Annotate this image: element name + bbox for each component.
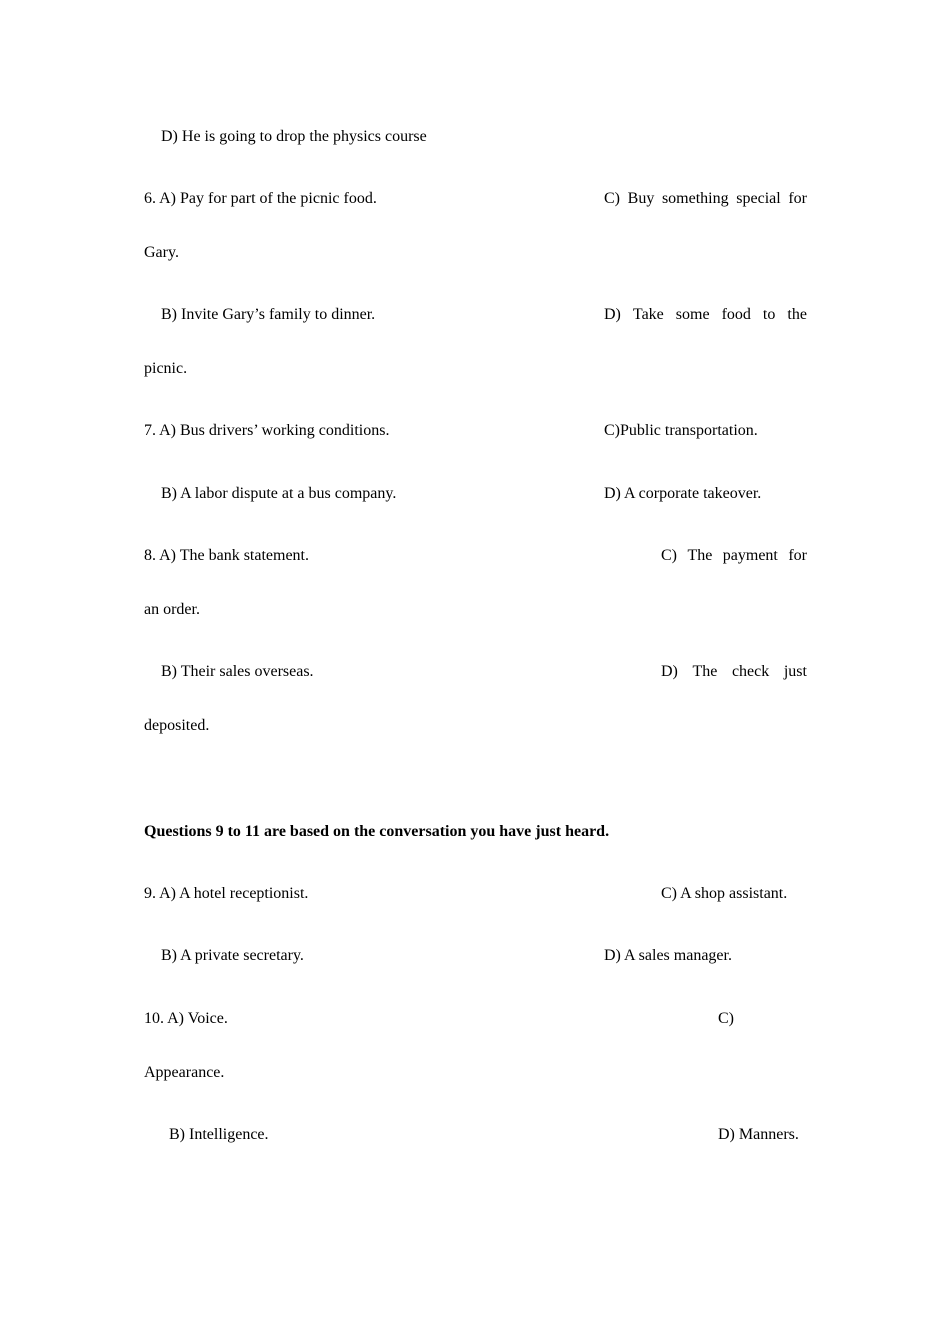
q7-option-a: 7. A) Bus drivers’ working conditions. [144, 422, 390, 439]
q6-option-d-word: Take [632, 306, 664, 323]
q6-option-c [604, 189, 807, 209]
q8-option-d-word: check [731, 663, 770, 680]
q6-option-c-word: something [661, 190, 729, 207]
q7-option-c: C)Public transportation. [604, 422, 758, 439]
q8-option-a: 8. A) The bank statement. [144, 547, 309, 564]
q6-option-c-word: for [788, 190, 807, 207]
q5-option-d: D) He is going to drop the physics course [161, 128, 427, 145]
q8-option-c-word: payment [722, 547, 778, 564]
q6-option-c-word: Buy [627, 190, 655, 207]
q8-option-d-word: D) [661, 663, 678, 680]
q8-option-c-word: The [687, 547, 713, 564]
q6-option-d-word: D) [604, 306, 621, 323]
q9-option-d: D) A sales manager. [604, 947, 732, 964]
q8-option-d-continuation: deposited. [144, 717, 210, 734]
q6-option-d-continuation: picnic. [144, 360, 188, 377]
q8-option-c [661, 546, 807, 566]
q6-option-d-word: to [762, 306, 776, 323]
q8-option-c-word: for [788, 547, 807, 564]
q6-option-d-word: some [675, 306, 710, 323]
q8-option-c-continuation: an order. [144, 601, 200, 618]
q10-option-b: B) Intelligence. [169, 1126, 269, 1143]
q8-option-c-word: C) [661, 547, 677, 564]
q6-option-c-continuation: Gary. [144, 244, 179, 261]
q9-option-b: B) A private secretary. [161, 947, 304, 964]
q10-option-c-continuation: Appearance. [144, 1064, 225, 1081]
q6-option-d [604, 305, 807, 325]
q8-option-d-word: just [783, 663, 807, 680]
q6-option-c-word: C) [604, 190, 620, 207]
q10-option-a: 10. A) Voice. [144, 1010, 228, 1027]
q8-option-d-word: The [692, 663, 718, 680]
q6-option-d-word: the [787, 306, 807, 323]
section-heading: Questions 9 to 11 are based on the conversation you have just heard. [144, 823, 610, 840]
q7-option-b: B) A labor dispute at a bus company. [161, 485, 397, 502]
q6-option-a: 6. A) Pay for part of the picnic food. [144, 190, 377, 207]
q9-option-c: C) A shop assistant. [661, 885, 788, 902]
q10-option-d: D) Manners. [718, 1126, 799, 1143]
q6-option-c-word: special [736, 190, 781, 207]
q10-option-c: C) [718, 1010, 734, 1027]
q9-option-a: 9. A) A hotel receptionist. [144, 885, 309, 902]
q6-option-b: B) Invite Gary’s family to dinner. [161, 306, 376, 323]
q6-option-d-word: food [721, 306, 751, 323]
q8-option-d [661, 662, 807, 682]
q8-option-b: B) Their sales overseas. [161, 663, 314, 680]
q7-option-d: D) A corporate takeover. [604, 485, 762, 502]
